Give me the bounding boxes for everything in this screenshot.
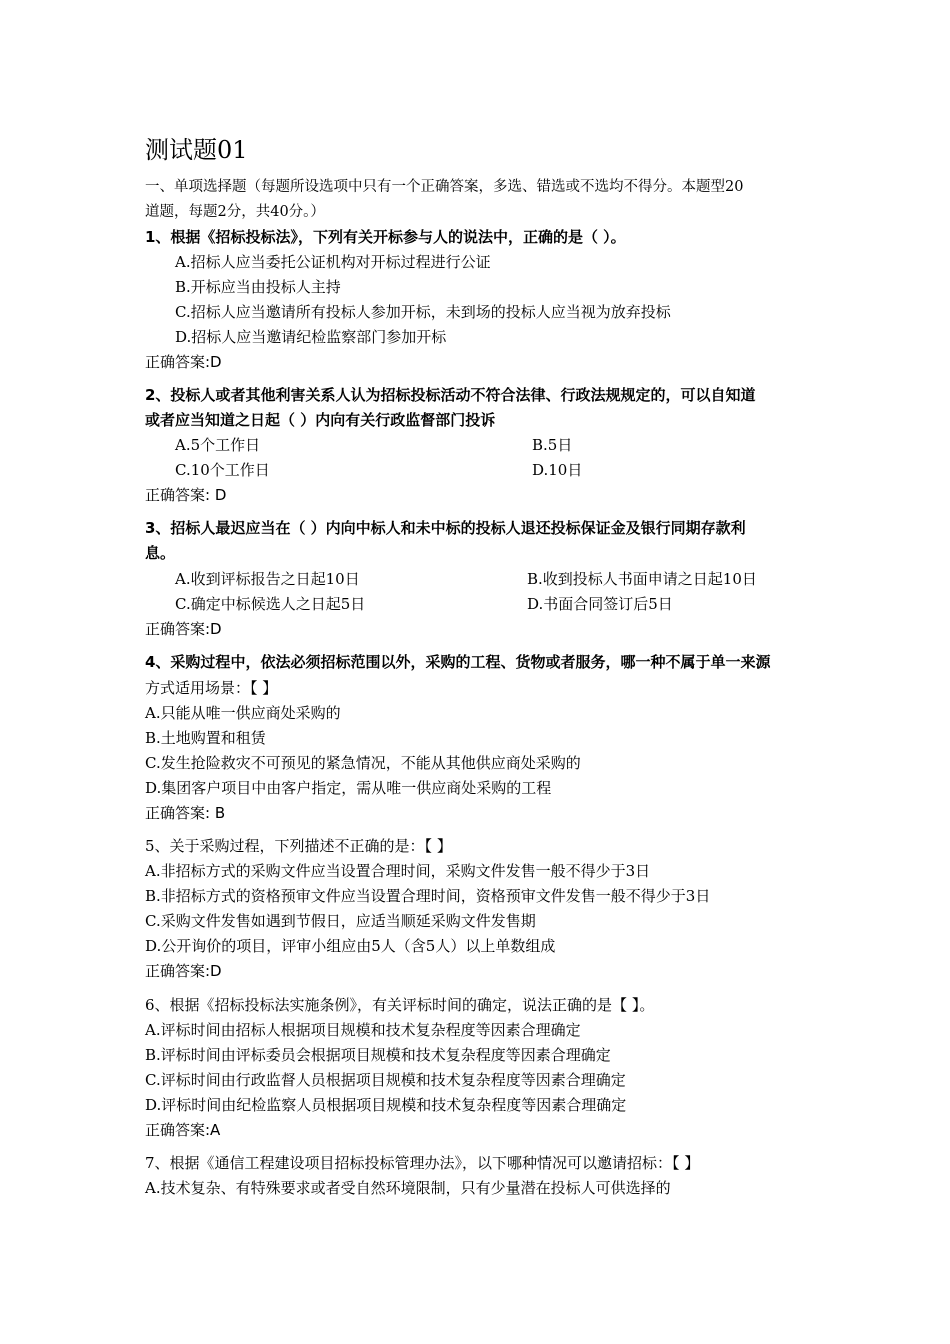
question-1-option-c: C.招标人应当邀请所有投标人参加开标，未到场的投标人应当视为放弃投标	[175, 303, 671, 321]
question-5-option-c: C.采购文件发售如遇到节假日，应适当顺延采购文件发售期	[145, 912, 536, 930]
question-6-option-a: A.评标时间由招标人根据项目规模和技术复杂程度等因素合理确定	[145, 1021, 581, 1039]
question-7-option-a: A.技术复杂、有特殊要求或者受自然环境限制，只有少量潜在投标人可供选择的	[145, 1179, 671, 1197]
question-5-stem: 5、关于采购过程，下列描述不正确的是：【 】	[145, 837, 452, 855]
question-5-option-d: D.公开询价的项目，评审小组应由5人（含5人）以上单数组成	[145, 937, 556, 955]
question-3-stem: 3、招标人最迟应当在（ ）内向中标人和未中标的投标人退还投标保证金及银行同期存款利	[145, 519, 746, 537]
question-4-option-d: D.集团客户项目中由客户指定，需从唯一供应商处采购的工程	[145, 779, 552, 797]
question-4-stem-continued: 方式适用场景：【 】	[145, 679, 278, 697]
section-heading-continued: 道题，每题2分，共40分。）	[145, 204, 325, 220]
question-3-stem-continued: 息。	[145, 544, 176, 562]
question-1-answer: 正确答案:D	[145, 353, 222, 371]
question-2-option-b: B.5日	[532, 436, 573, 454]
question-5-option-a: A.非招标方式的采购文件应当设置合理时间，采购文件发售一般不得少于3日	[145, 862, 651, 880]
question-4-option-a: A.只能从唯一供应商处采购的	[145, 704, 341, 722]
question-5-option-b: B.非招标方式的资格预审文件应当设置合理时间，资格预审文件发售一般不得少于3日	[145, 887, 711, 905]
question-6-option-b: B.评标时间由评标委员会根据项目规模和技术复杂程度等因素合理确定	[145, 1046, 611, 1064]
question-3-option-c: C.确定中标候选人之日起5日	[175, 595, 366, 613]
question-2-answer: 正确答案: D	[145, 486, 227, 504]
question-1-option-a: A.招标人应当委托公证机构对开标过程进行公证	[175, 253, 491, 271]
question-2-stem: 2、投标人或者其他利害关系人认为招标投标活动不符合法律、行政法规规定的，可以自知道	[145, 386, 756, 404]
question-4-option-c: C.发生抢险救灾不可预见的紧急情况，不能从其他供应商处采购的	[145, 754, 581, 772]
question-2-option-a: A.5个工作日	[175, 436, 261, 454]
page-title: 测试题01	[145, 136, 248, 164]
question-5-answer: 正确答案:D	[145, 962, 222, 980]
question-2-option-d: D.10日	[532, 461, 583, 479]
question-3-option-b: B.收到投标人书面申请之日起10日	[527, 570, 757, 588]
question-7-stem: 7、根据《通信工程建设项目招标投标管理办法》，以下哪种情况可以邀请招标：【 】	[145, 1154, 700, 1172]
question-6-option-d: D.评标时间由纪检监察人员根据项目规模和技术复杂程度等因素合理确定	[145, 1096, 627, 1114]
question-6-option-c: C.评标时间由行政监督人员根据项目规模和技术复杂程度等因素合理确定	[145, 1071, 626, 1089]
question-2-option-c: C.10个工作日	[175, 461, 270, 479]
section-heading: 一、单项选择题（每题所设选项中只有一个正确答案，多选、错选或不选均不得分。本题型20	[145, 179, 744, 195]
question-1-option-d: D.招标人应当邀请纪检监察部门参加开标	[175, 328, 447, 346]
question-3-option-d: D.书面合同签订后5日	[527, 595, 673, 613]
question-3-option-a: A.收到评标报告之日起10日	[175, 570, 360, 588]
question-6-stem: 6、根据《招标投标法实施条例》，有关评标时间的确定，说法正确的是【 】。	[145, 996, 655, 1014]
question-1-stem: 1、根据《招标投标法》，下列有关开标参与人的说法中，正确的是（ ）。	[145, 228, 626, 246]
question-4-answer: 正确答案: B	[145, 804, 226, 822]
question-1-option-b: B.开标应当由投标人主持	[175, 278, 341, 296]
question-4-option-b: B.土地购置和租赁	[145, 729, 266, 747]
question-6-answer: 正确答案:A	[145, 1121, 221, 1139]
question-2-stem-continued: 或者应当知道之日起（ ）内向有关行政监督部门投诉	[145, 411, 496, 429]
question-4-stem: 4、采购过程中，依法必须招标范围以外，采购的工程、货物或者服务，哪一种不属于单一来源	[145, 653, 771, 671]
question-3-answer: 正确答案:D	[145, 620, 222, 638]
